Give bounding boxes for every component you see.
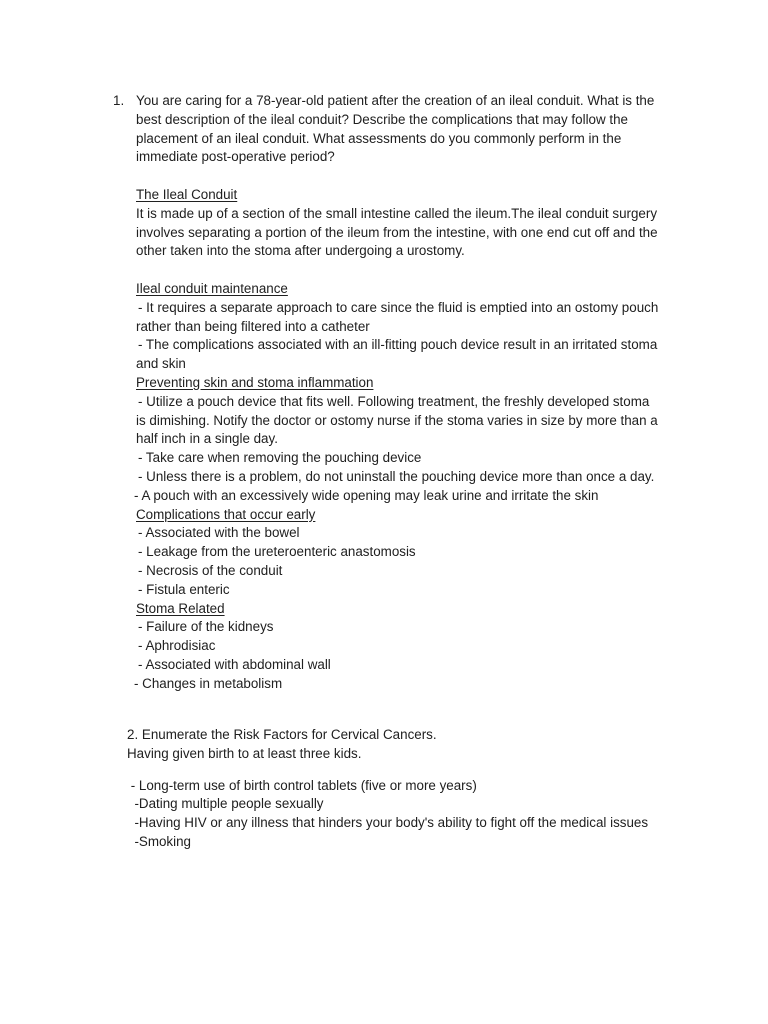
early-complications-heading: Complications that occur early xyxy=(136,506,316,522)
question-1-text-line: best description of the ileal conduit? Describe the complications that may follow the xyxy=(136,111,628,127)
maintenance-line: - It requires a separate approach to care since the fluid is emptied into an ostomy pouch xyxy=(138,299,659,315)
spacer xyxy=(136,261,683,280)
ileal-conduit-heading: The Ileal Conduit xyxy=(136,186,238,202)
stoma-related-item: - Aphrodisiac xyxy=(138,638,216,654)
risk-factor-item: -Smoking xyxy=(127,833,191,849)
ileal-conduit-text-line: involves separating a portion of the ileum from the intestine, with one end cut off and the xyxy=(136,224,658,240)
maintenance-line: and skin xyxy=(136,356,186,372)
question-1-text-line: immediate post-operative period? xyxy=(136,149,335,165)
early-complication-item: - Leakage from the ureteroenteric anastomosis xyxy=(138,544,416,560)
stoma-related-item: - Changes in metabolism xyxy=(134,675,283,691)
early-complication-item: - Fistula enteric xyxy=(138,581,230,597)
stoma-related-item: - Associated with abdominal wall xyxy=(138,656,331,672)
maintenance-heading: Ileal conduit maintenance xyxy=(136,280,288,296)
question-1-text-line: placement of an ileal conduit. What assessments do you commonly perform in the xyxy=(136,130,622,146)
question-1 xyxy=(113,92,683,694)
preventing-line: is dimishing. Notify the doctor or ostomy nurse if the stoma varies in size by more than a xyxy=(136,412,658,428)
early-complication-item: - Associated with the bowel xyxy=(138,525,300,541)
question-1-text-line: You are caring for a 78-year-old patient after the creation of an ileal conduit. What is the xyxy=(136,93,655,108)
spacer xyxy=(136,167,683,186)
preventing-line: half inch in a single day. xyxy=(136,431,278,447)
preventing-line: - Utilize a pouch device that fits well. Following treatment, the freshly developed stoma xyxy=(138,393,650,409)
stoma-related-item: - Failure of the kidneys xyxy=(138,619,274,635)
question-2 xyxy=(127,726,687,852)
early-complication-item: - Necrosis of the conduit xyxy=(138,562,283,578)
risk-factor-item: -Dating multiple people sexually xyxy=(127,796,324,812)
risk-factor-item: - Long-term use of birth control tablets (five or more years) xyxy=(127,777,477,793)
risk-factor-item: -Having HIV or any illness that hinders your body's ability to fight off the medical issues xyxy=(127,815,649,831)
question-1-body xyxy=(136,92,683,694)
preventing-line: - Unless there is a problem, do not uninstall the pouching device more than once a day. xyxy=(138,468,655,484)
ileal-conduit-text-line: other taken into the stoma after undergoing a urostomy. xyxy=(136,243,465,259)
question-2-text: 2. Enumerate the Risk Factors for Cervical Cancers. xyxy=(127,727,437,742)
question-1-number: 1. xyxy=(113,93,125,108)
maintenance-line: rather than being filtered into a catheter xyxy=(136,318,370,334)
question-2-intro: Having given birth to at least three kids. xyxy=(127,745,362,761)
ileal-conduit-text-line: It is made up of a section of the small intestine called the ileum.The ileal conduit surgery xyxy=(136,205,658,221)
preventing-heading: Preventing skin and stoma inflammation xyxy=(136,374,374,390)
spacer xyxy=(127,764,687,777)
maintenance-line: - The complications associated with an ill-fitting pouch device result in an irritated stoma xyxy=(138,337,658,353)
preventing-line: - A pouch with an excessively wide opening may leak urine and irritate the skin xyxy=(134,487,599,503)
stoma-related-heading: Stoma Related xyxy=(136,600,225,616)
preventing-line: - Take care when removing the pouching device xyxy=(138,450,422,466)
